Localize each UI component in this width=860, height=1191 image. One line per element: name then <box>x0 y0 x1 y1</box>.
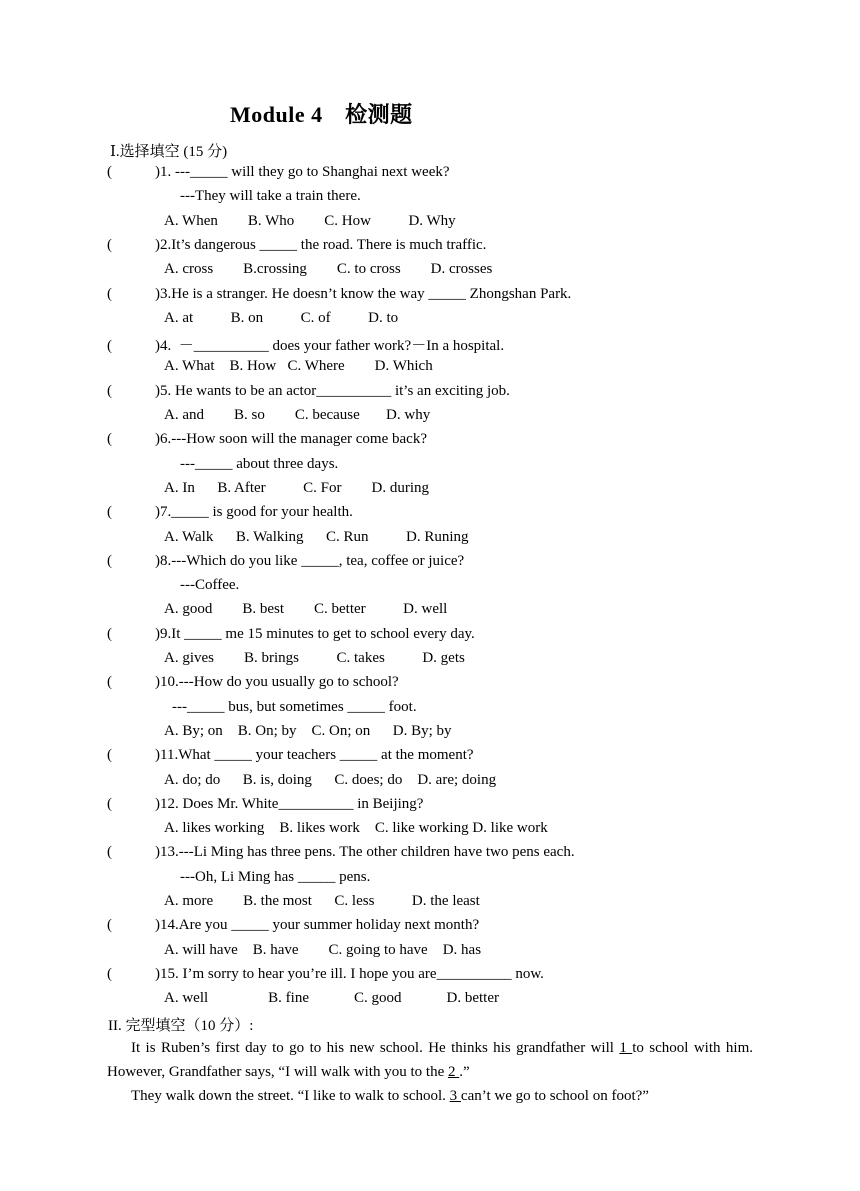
answer-options: A. gives B. brings C. takes D. gets <box>164 650 465 666</box>
cloze-passage <box>107 1036 753 1108</box>
question-response-line: ---Coffee. <box>180 577 240 594</box>
answer-options: A. By; on B. On; by C. On; on D. By; by <box>164 722 452 739</box>
question-4 <box>107 334 504 355</box>
question-stem: )6.---How soon will the manager come back? <box>155 431 427 448</box>
passage-paragraph-2 <box>107 1084 753 1108</box>
question-stem: )15. I’m sorry to hear you’re ill. I hope you are__________ now. <box>155 965 544 982</box>
question-stem: )4. －__________ does your father work?－In a hospital. <box>155 338 505 355</box>
question-stem: )2.It’s dangerous _____ the road. There is much traffic. <box>155 236 487 253</box>
answer-options: A. In B. After C. For D. during <box>164 479 429 496</box>
question-8 <box>107 553 464 570</box>
answer-bracket[interactable]: ( <box>107 747 112 764</box>
question-1 <box>107 164 450 181</box>
passage-text: can’t we go to school on foot?” <box>460 1088 649 1104</box>
question-stem: )11.What _____ your teachers _____ at the moment? <box>155 747 474 764</box>
answer-bracket[interactable]: ( <box>107 552 112 569</box>
question-stem: )7._____ is good for your health. <box>155 504 353 521</box>
answer-options: A. at B. on C. of D. to <box>164 309 399 326</box>
answer-bracket[interactable]: ( <box>107 285 112 302</box>
answer-options: A. do; do B. is, doing C. does; do D. are; doing <box>164 771 497 788</box>
question-response-line: ---Oh, Li Ming has _____ pens. <box>180 868 371 885</box>
question-stem: )13.---Li Ming has three pens. The other children have two pens each. <box>155 844 575 861</box>
question-5 <box>107 383 510 400</box>
answer-bracket[interactable]: ( <box>107 844 112 861</box>
question-7 <box>107 504 353 521</box>
question-10 <box>107 674 399 691</box>
question-stem: )5. He wants to be an actor__________ it’s an exciting job. <box>155 382 510 399</box>
question-2 <box>107 237 486 254</box>
question-response-line: ---They will take a train there. <box>180 188 361 205</box>
question-stem: )8.---Which do you like _____, tea, coffee or juice? <box>155 552 465 569</box>
answer-options: A. more B. the most C. less D. the least <box>164 893 480 909</box>
answer-bracket[interactable]: ( <box>107 917 112 934</box>
question-stem: )3.He is a stranger. He doesn’t know the way _____ Zhongshan Park. <box>155 285 572 302</box>
passage-paragraph-1 <box>107 1036 753 1084</box>
question-stem: )9.It _____ me 15 minutes to get to school every day. <box>155 625 475 642</box>
answer-options: A. What B. How C. Where D. Which <box>164 358 433 375</box>
answer-bracket[interactable]: ( <box>107 674 112 691</box>
question-stem: )14.Are you _____ your summer holiday next month? <box>155 917 480 934</box>
answer-bracket[interactable]: ( <box>107 164 112 180</box>
question-stem: )1. ---_____ will they go to Shanghai next week? <box>155 164 450 180</box>
question-12 <box>107 796 423 813</box>
blank-3: 3 <box>449 1088 461 1104</box>
answer-bracket[interactable]: ( <box>107 382 112 399</box>
question-stem: )10.---How do you usually go to school? <box>155 674 399 691</box>
answer-options: A. When B. Who C. How D. Why <box>164 212 456 229</box>
passage-text: .” <box>459 1064 470 1080</box>
answer-options: A. and B. so C. because D. why <box>164 407 431 423</box>
question-14 <box>107 917 479 934</box>
passage-text: It is Ruben’s first day to go to his new school. He thinks his grandfather will <box>131 1040 620 1056</box>
question-13 <box>107 844 575 861</box>
section-2-heading: II. 完型填空（10 分）: <box>108 1018 254 1034</box>
question-3 <box>107 286 571 303</box>
blank-2: 2 <box>447 1064 460 1080</box>
answer-options: A. good B. best C. better D. well <box>164 601 448 618</box>
answer-bracket[interactable]: ( <box>107 625 112 642</box>
question-11 <box>107 747 474 764</box>
passage-text: They walk down the street. “I like to walk to school. <box>131 1088 450 1104</box>
answer-bracket[interactable]: ( <box>107 236 112 253</box>
page-title: Module 4 检测题 <box>230 102 413 127</box>
answer-options: A. Walk B. Walking C. Run D. Runing <box>164 528 469 545</box>
question-response-line: ---_____ bus, but sometimes _____ foot. <box>172 698 417 715</box>
answer-bracket[interactable]: ( <box>107 795 112 812</box>
answer-bracket[interactable]: ( <box>107 338 112 355</box>
question-stem: )12. Does Mr. White__________ in Beijing? <box>155 795 424 812</box>
blank-1: 1 <box>619 1040 633 1056</box>
answer-options: A. cross B.crossing C. to cross D. crosses <box>164 261 493 278</box>
answer-options: A. will have B. have C. going to have D. has <box>164 941 482 958</box>
answer-options: A. well B. fine C. good D. better <box>164 990 499 1007</box>
answer-bracket[interactable]: ( <box>107 965 112 982</box>
section-1-heading: Ⅰ.选择填空 (15 分) <box>110 144 228 160</box>
passage-text: to school with him. However, Grandfather says, “I will walk with you to the <box>107 1040 753 1080</box>
question-response-line: ---_____ about three days. <box>180 455 339 472</box>
question-6 <box>107 431 427 448</box>
answer-options: A. likes working B. likes work C. like working D. like work <box>164 820 548 837</box>
answer-bracket[interactable]: ( <box>107 504 112 521</box>
question-9 <box>107 626 475 643</box>
answer-bracket[interactable]: ( <box>107 431 112 448</box>
question-15 <box>107 966 544 983</box>
